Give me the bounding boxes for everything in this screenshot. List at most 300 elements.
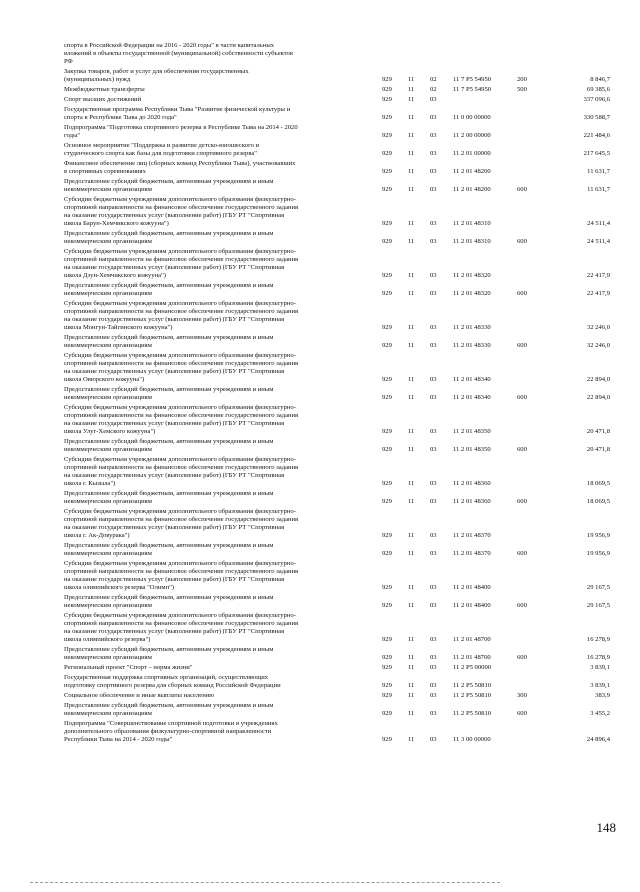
description-line: Предоставление субсидий бюджетным, автономным учреждениям и иным xyxy=(64,646,274,653)
subsection-code: 03 xyxy=(430,186,437,193)
page-number: 148 xyxy=(596,820,616,835)
description-line: Субсидии бюджетным учреждениям дополнительного образования физкультурно- xyxy=(64,196,296,203)
table-row xyxy=(0,594,640,610)
ved-code: 929 xyxy=(382,290,392,297)
row-description xyxy=(64,702,380,718)
section-code: 11 xyxy=(408,86,415,93)
row-description xyxy=(64,674,380,690)
row-description xyxy=(64,720,380,744)
amount: 24 511,4 xyxy=(587,238,610,245)
amount: 32 246,0 xyxy=(586,324,610,331)
description-line: спортивной направленности на финансовое обеспечение государственного задания xyxy=(64,516,299,523)
amount: 11 631,7 xyxy=(587,186,610,193)
description-line: вложений в объекты государственной (муниципальной) собственности субъектов xyxy=(64,50,293,57)
description-line: Субсидии бюджетным учреждениям дополнительного образования физкультурно- xyxy=(64,300,296,307)
table-row xyxy=(0,196,640,228)
row-description xyxy=(64,542,380,558)
expense-type-code: 600 xyxy=(517,290,527,297)
row-description xyxy=(64,68,380,84)
section-code: 11 xyxy=(408,446,415,453)
row-description xyxy=(64,230,380,246)
ved-code: 929 xyxy=(382,272,392,279)
section-code: 11 xyxy=(408,76,415,83)
description-line: Государственная программа Республики Тыва "Развитие физической культуры и xyxy=(64,106,291,113)
target-article-code: 11 2 01 48340 xyxy=(453,376,491,383)
target-article-code: 11 2 01 48200 xyxy=(453,168,491,175)
table-row xyxy=(0,386,640,402)
subsection-code: 03 xyxy=(430,710,437,717)
row-description xyxy=(64,124,380,140)
description-line: спорта в Российской Федерации на 2016 - 2020 годы" в части капитальных xyxy=(64,42,275,49)
description-line: школа г. Кызыла") xyxy=(64,480,116,487)
description-line: спортивной направленности на финансовое обеспечение государственного задания xyxy=(64,412,299,419)
amount: 3 839,1 xyxy=(590,664,610,671)
expense-type-code: 600 xyxy=(517,394,527,401)
target-article-code: 11 2 01 48400 xyxy=(453,584,491,591)
description-line: Государственная поддержка спортивных организаций, осуществляющих xyxy=(64,674,269,681)
subsection-code: 03 xyxy=(430,324,437,331)
ved-code: 929 xyxy=(382,114,392,121)
description-line: некоммерческим организациям xyxy=(64,186,152,193)
expense-type-code: 600 xyxy=(517,710,527,717)
ved-code: 929 xyxy=(382,550,392,557)
ved-code: 929 xyxy=(382,736,392,743)
amount: 22 417,9 xyxy=(586,272,610,279)
description-line: Закупка товаров, работ и услуг для обеспечения государственных xyxy=(64,68,249,75)
table-row xyxy=(0,142,640,158)
row-description xyxy=(64,352,380,384)
row-description xyxy=(64,142,380,158)
subsection-code: 03 xyxy=(430,376,437,383)
target-article-code: 11 2 01 48350 xyxy=(453,428,491,435)
target-article-code: 11 2 01 48370 xyxy=(453,550,491,557)
description-line: дополнительного образования физкультурно-спортивной направленности xyxy=(64,728,272,735)
description-line: Субсидии бюджетным учреждениям дополнительного образования физкультурно- xyxy=(64,560,296,567)
description-line: Основное мероприятие "Поддержка и развитие детско-юношеского и xyxy=(64,142,260,149)
expense-type-code: 600 xyxy=(517,342,527,349)
subsection-code: 03 xyxy=(430,664,437,671)
table-row xyxy=(0,160,640,176)
ved-code: 929 xyxy=(382,132,392,139)
amount: 18 069,5 xyxy=(586,498,610,505)
row-description xyxy=(64,42,380,66)
description-line: Предоставление субсидий бюджетным, автономным учреждениям и иным xyxy=(64,334,274,341)
row-description xyxy=(64,160,380,176)
section-code: 11 xyxy=(408,186,415,193)
description-line: Республики Тыва на 2014 - 2020 годы" xyxy=(64,736,173,743)
subsection-code: 03 xyxy=(430,682,437,689)
subsection-code: 03 xyxy=(430,498,437,505)
amount: 16 278,9 xyxy=(586,654,610,661)
amount: 29 167,5 xyxy=(586,584,610,591)
section-code: 11 xyxy=(408,114,415,121)
description-line: Субсидии бюджетным учреждениям дополнительного образования физкультурно- xyxy=(64,508,296,515)
ved-code: 929 xyxy=(382,186,392,193)
section-code: 11 xyxy=(408,654,415,661)
section-code: 11 xyxy=(408,342,415,349)
subsection-code: 03 xyxy=(430,692,437,699)
row-description xyxy=(64,196,380,228)
description-line: некоммерческим организациям xyxy=(64,446,152,453)
subsection-code: 03 xyxy=(430,550,437,557)
amount: 383,9 xyxy=(595,692,610,699)
subsection-code: 03 xyxy=(430,238,437,245)
expense-type-code: 600 xyxy=(517,602,527,609)
description-line: на оказание государственных услуг (выполнение работ) (ГБУ РТ "Спортивная xyxy=(64,628,285,635)
description-line: некоммерческим организациям xyxy=(64,550,152,557)
table-row xyxy=(0,68,640,84)
ved-code: 929 xyxy=(382,324,392,331)
description-line: на оказание государственных услуг (выполнение работ) (ГБУ РТ "Спортивная xyxy=(64,576,285,583)
target-article-code: 11 2 01 48700 xyxy=(453,654,491,661)
subsection-code: 03 xyxy=(430,290,437,297)
description-line: Региональный проект "Спорт – норма жизни" xyxy=(64,664,193,671)
ved-code: 929 xyxy=(382,76,392,83)
row-description xyxy=(64,282,380,298)
target-article-code: 11 2 P5 50810 xyxy=(453,692,492,699)
subsection-code: 03 xyxy=(430,342,437,349)
row-description xyxy=(64,248,380,280)
target-article-code: 11 7 Р5 54950 xyxy=(453,76,492,83)
expense-type-code: 600 xyxy=(517,186,527,193)
footer-divider xyxy=(30,882,500,883)
description-line: спортивной направленности на финансовое обеспечение государственного задания xyxy=(64,204,299,211)
amount: 221 484,6 xyxy=(583,132,610,139)
section-code: 11 xyxy=(408,96,415,103)
description-line: спортивной направленности на финансовое обеспечение государственного задания xyxy=(64,308,299,315)
amount: 20 471,8 xyxy=(586,446,610,453)
description-line: студенческого спорта как базы для подготовки спортивного резерва" xyxy=(64,150,257,157)
description-line: Предоставление субсидий бюджетным, автономным учреждениям и иным xyxy=(64,438,274,445)
section-code: 11 xyxy=(408,664,415,671)
target-article-code: 11 2 01 48310 xyxy=(453,220,491,227)
description-line: Спорт высших достижений xyxy=(64,96,142,103)
subsection-code: 03 xyxy=(430,150,437,157)
section-code: 11 xyxy=(408,428,415,435)
description-line: школа олимпийского резерва") xyxy=(64,636,151,643)
description-line: Субсидии бюджетным учреждениям дополнительного образования физкультурно- xyxy=(64,352,296,359)
table-row xyxy=(0,300,640,332)
table-row xyxy=(0,508,640,540)
target-article-code: 11 2 01 48370 xyxy=(453,532,491,539)
ved-code: 929 xyxy=(382,498,392,505)
description-line: школа Барун-Хемчикского кожууна") xyxy=(64,220,169,227)
ved-code: 929 xyxy=(382,150,392,157)
section-code: 11 xyxy=(408,394,415,401)
subsection-code: 03 xyxy=(430,654,437,661)
description-line: некоммерческим организациям xyxy=(64,498,152,505)
section-code: 11 xyxy=(408,272,415,279)
section-code: 11 xyxy=(408,636,415,643)
row-description xyxy=(64,334,380,350)
target-article-code: 11 2 01 48320 xyxy=(453,290,491,297)
section-code: 11 xyxy=(408,532,415,539)
description-line: Субсидии бюджетным учреждениям дополнительного образования физкультурно- xyxy=(64,248,296,255)
target-article-code: 11 2 01 48360 xyxy=(453,498,491,505)
target-article-code: 11 2 P5 50810 xyxy=(453,710,492,717)
description-line: школа Монгун-Тайгинского кожууна") xyxy=(64,324,173,331)
amount: 20 471,8 xyxy=(586,428,610,435)
subsection-code: 03 xyxy=(430,428,437,435)
description-line: спортивной направленности на финансовое обеспечение государственного задания xyxy=(64,256,299,263)
subsection-code: 03 xyxy=(430,220,437,227)
ved-code: 929 xyxy=(382,584,392,591)
target-article-code: 11 3 00 00000 xyxy=(453,736,491,743)
section-code: 11 xyxy=(408,150,415,157)
description-line: Подпрограмма "Подготовка спортивного резерва в Республике Тыва на 2014 - 2020 xyxy=(64,124,298,131)
row-description xyxy=(64,508,380,540)
table-row xyxy=(0,352,640,384)
row-description xyxy=(64,86,380,94)
description-line: в спортивных соревнованиях xyxy=(64,168,146,175)
target-article-code: 11 2 01 00000 xyxy=(453,150,491,157)
table-row xyxy=(0,106,640,122)
section-code: 11 xyxy=(408,290,415,297)
description-line: Финансовое обеспечение лиц (сборных команд Республики Тыва), участвовавших xyxy=(64,160,296,167)
section-code: 11 xyxy=(408,584,415,591)
description-line: некоммерческим организациям xyxy=(64,342,152,349)
row-description xyxy=(64,692,380,700)
ved-code: 929 xyxy=(382,480,392,487)
description-line: Субсидии бюджетным учреждениям дополнительного образования физкультурно- xyxy=(64,404,296,411)
ved-code: 929 xyxy=(382,220,392,227)
target-article-code: 11 2 P5 00000 xyxy=(453,664,492,671)
target-article-code: 11 2 01 48350 xyxy=(453,446,491,453)
amount: 29 167,5 xyxy=(586,602,610,609)
subsection-code: 03 xyxy=(430,446,437,453)
section-code: 11 xyxy=(408,692,415,699)
row-description xyxy=(64,456,380,488)
ved-code: 929 xyxy=(382,602,392,609)
ved-code: 929 xyxy=(382,96,392,103)
section-code: 11 xyxy=(408,550,415,557)
ved-code: 929 xyxy=(382,636,392,643)
description-line: некоммерческим организациям xyxy=(64,654,152,661)
description-line: Подпрограмма "Совершенствование спортивной подготовки в учреждениях xyxy=(64,720,278,727)
expense-type-code: 600 xyxy=(517,550,527,557)
row-description xyxy=(64,178,380,194)
row-description xyxy=(64,646,380,662)
description-line: на оказание государственных услуг (выполнение работ) (ГБУ РТ "Спортивная xyxy=(64,368,285,375)
target-article-code: 11 2 01 48330 xyxy=(453,342,491,349)
subsection-code: 03 xyxy=(430,394,437,401)
amount: 337 096,6 xyxy=(583,96,610,103)
description-line: Предоставление субсидий бюджетным, автономным учреждениям и иным xyxy=(64,594,274,601)
amount: 3 455,2 xyxy=(590,710,610,717)
table-row xyxy=(0,248,640,280)
target-article-code: 11 2 01 48310 xyxy=(453,238,491,245)
ved-code: 929 xyxy=(382,376,392,383)
expense-type-code: 500 xyxy=(517,86,527,93)
description-line: спортивной направленности на финансовое обеспечение государственного задания xyxy=(64,568,299,575)
section-code: 11 xyxy=(408,710,415,717)
row-description xyxy=(64,490,380,506)
ved-code: 929 xyxy=(382,664,392,671)
description-line: школа Улуг-Хемского кожууна") xyxy=(64,428,156,435)
ved-code: 929 xyxy=(382,446,392,453)
subsection-code: 02 xyxy=(430,86,437,93)
description-line: школа Дзун-Хемчикского кожууна") xyxy=(64,272,166,279)
ved-code: 929 xyxy=(382,692,392,699)
subsection-code: 03 xyxy=(430,602,437,609)
subsection-code: 03 xyxy=(430,132,437,139)
description-line: Предоставление субсидий бюджетным, автономным учреждениям и иным xyxy=(64,282,274,289)
description-line: на оказание государственных услуг (выполнение работ) (ГБУ РТ "Спортивная xyxy=(64,316,285,323)
description-line: (муниципальных) нужд xyxy=(64,76,131,83)
description-line: Предоставление субсидий бюджетным, автономным учреждениям и иным xyxy=(64,230,274,237)
description-line: спортивной направленности на финансовое обеспечение государственного задания xyxy=(64,464,299,471)
description-line: РФ xyxy=(64,58,73,65)
table-row xyxy=(0,692,640,700)
table-row xyxy=(0,334,640,350)
amount: 19 956,9 xyxy=(586,550,610,557)
table-row xyxy=(0,702,640,718)
description-line: спортивной направленности на финансовое обеспечение государственного задания xyxy=(64,620,299,627)
description-line: Субсидии бюджетным учреждениям дополнительного образования физкультурно- xyxy=(64,456,296,463)
expense-type-code: 200 xyxy=(517,76,527,83)
ved-code: 929 xyxy=(382,394,392,401)
description-line: Социальное обеспечение и иные выплаты населению xyxy=(64,692,215,699)
description-line: некоммерческим организациям xyxy=(64,394,152,401)
subsection-code: 02 xyxy=(430,76,437,83)
description-line: некоммерческим организациям xyxy=(64,238,152,245)
target-article-code: 11 2 P5 50810 xyxy=(453,682,492,689)
target-article-code: 11 2 01 48360 xyxy=(453,480,491,487)
description-line: некоммерческим организациям xyxy=(64,710,152,717)
table-row xyxy=(0,178,640,194)
description-line: школа г. Ак-Довурака") xyxy=(64,532,130,539)
target-article-code: 11 0 00 00000 xyxy=(453,114,491,121)
target-article-code: 11 7 Р5 54950 xyxy=(453,86,492,93)
amount: 18 069,5 xyxy=(586,480,610,487)
target-article-code: 11 2 00 00000 xyxy=(453,132,491,139)
target-article-code: 11 2 01 48340 xyxy=(453,394,491,401)
description-line: некоммерческим организациям xyxy=(64,290,152,297)
table-row xyxy=(0,404,640,436)
description-line: некоммерческим организациям xyxy=(64,602,152,609)
table-row xyxy=(0,96,640,104)
row-description xyxy=(64,438,380,454)
table-row xyxy=(0,438,640,454)
section-code: 11 xyxy=(408,498,415,505)
ved-code: 929 xyxy=(382,654,392,661)
amount: 22 417,9 xyxy=(586,290,610,297)
subsection-code: 03 xyxy=(430,96,437,103)
table-row xyxy=(0,612,640,644)
table-row xyxy=(0,674,640,690)
target-article-code: 11 2 01 48200 xyxy=(453,186,491,193)
description-line: школа олимпийского резерва "Олимп") xyxy=(64,584,174,591)
ved-code: 929 xyxy=(382,168,392,175)
section-code: 11 xyxy=(408,324,415,331)
description-line: подготовку спортивного резерва для сборных команд Российской Федерации xyxy=(64,682,281,689)
description-line: на оказание государственных услуг (выполнение работ) (ГБУ РТ "Спортивная xyxy=(64,212,285,219)
subsection-code: 03 xyxy=(430,532,437,539)
section-code: 11 xyxy=(408,168,415,175)
amount: 69 385,6 xyxy=(586,86,610,93)
table-row xyxy=(0,86,640,94)
description-line: Предоставление субсидий бюджетным, автономным учреждениям и иным xyxy=(64,386,274,393)
amount: 8 846,7 xyxy=(590,76,610,83)
row-description xyxy=(64,404,380,436)
ved-code: 929 xyxy=(382,238,392,245)
row-description xyxy=(64,386,380,402)
subsection-code: 03 xyxy=(430,480,437,487)
subsection-code: 03 xyxy=(430,168,437,175)
description-line: годы" xyxy=(64,132,81,139)
row-description xyxy=(64,106,380,122)
row-description xyxy=(64,300,380,332)
row-description xyxy=(64,664,380,672)
target-article-code: 11 2 01 48400 xyxy=(453,602,491,609)
ved-code: 929 xyxy=(382,86,392,93)
description-line: Предоставление субсидий бюджетным, автономным учреждениям и иным xyxy=(64,542,274,549)
amount: 22 894,0 xyxy=(586,376,610,383)
table-row xyxy=(0,646,640,662)
amount: 3 839,1 xyxy=(590,682,610,689)
table-row xyxy=(0,664,640,672)
target-article-code: 11 2 01 48320 xyxy=(453,272,491,279)
amount: 16 278,9 xyxy=(586,636,610,643)
amount: 330 588,7 xyxy=(583,114,610,121)
amount: 11 631,7 xyxy=(587,168,610,175)
table-row xyxy=(0,560,640,592)
table-row xyxy=(0,490,640,506)
subsection-code: 03 xyxy=(430,272,437,279)
table-row xyxy=(0,282,640,298)
table-row xyxy=(0,42,640,66)
table-row xyxy=(0,720,640,744)
section-code: 11 xyxy=(408,132,415,139)
table-row xyxy=(0,124,640,140)
table-row xyxy=(0,542,640,558)
ved-code: 929 xyxy=(382,532,392,539)
description-line: Предоставление субсидий бюджетным, автономным учреждениям и иным xyxy=(64,178,274,185)
amount: 217 645,5 xyxy=(583,150,610,157)
expense-type-code: 600 xyxy=(517,446,527,453)
amount: 32 246,0 xyxy=(586,342,610,349)
row-description xyxy=(64,612,380,644)
amount: 24 511,4 xyxy=(587,220,610,227)
section-code: 11 xyxy=(408,220,415,227)
amount: 24 896,4 xyxy=(586,736,610,743)
description-line: на оказание государственных услуг (выполнение работ) (ГБУ РТ "Спортивная xyxy=(64,524,285,531)
expense-type-code: 600 xyxy=(517,654,527,661)
ved-code: 929 xyxy=(382,710,392,717)
section-code: 11 xyxy=(408,238,415,245)
section-code: 11 xyxy=(408,602,415,609)
amount: 22 894,0 xyxy=(586,394,610,401)
expense-type-code: 600 xyxy=(517,498,527,505)
subsection-code: 03 xyxy=(430,736,437,743)
target-article-code: 11 2 01 48700 xyxy=(453,636,491,643)
section-code: 11 xyxy=(408,736,415,743)
section-code: 11 xyxy=(408,682,415,689)
row-description xyxy=(64,594,380,610)
amount: 19 956,9 xyxy=(586,532,610,539)
description-line: школа Овюрского кожууна") xyxy=(64,376,145,383)
section-code: 11 xyxy=(408,480,415,487)
description-line: на оказание государственных услуг (выполнение работ) (ГБУ РТ "Спортивная xyxy=(64,420,285,427)
table-row xyxy=(0,230,640,246)
expense-type-code: 300 xyxy=(517,692,527,699)
subsection-code: 03 xyxy=(430,114,437,121)
ved-code: 929 xyxy=(382,342,392,349)
ved-code: 929 xyxy=(382,682,392,689)
description-line: на оказание государственных услуг (выполнение работ) (ГБУ РТ "Спортивная xyxy=(64,472,285,479)
table-row xyxy=(0,456,640,488)
row-description xyxy=(64,560,380,592)
